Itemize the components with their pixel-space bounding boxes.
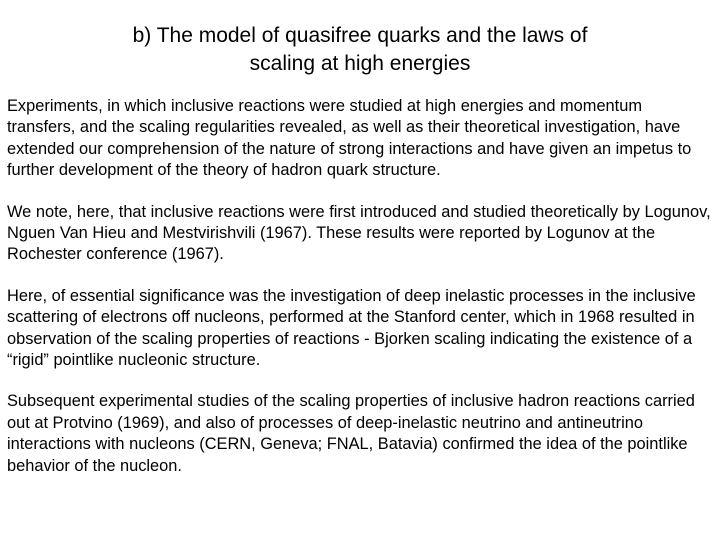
slide-title [40, 22, 680, 78]
slide-title-line-1: b) The model of quasifree quarks and the laws of [132, 24, 588, 47]
slide-body [7, 96, 713, 497]
paragraph-deep-inelastic: Here, of essential significance was the investigation of deep inelastic processes in the inclusive scattering of electrons off nucleons, performed at the Stanford center, which in 1968 resulted in observation of the scaling properties of reactions - Bjorken scaling indicating the existence of a “rigid” pointlike nucleonic structure. [7, 286, 696, 370]
paragraph-experiments: Experiments, in which inclusive reactions were studied at high energies and momentum transfers, and the scaling regularities revealed, as well as their theoretical investigation, have extended our comprehension of the nature of strong interactions and have given an impetus to further development of the theory of hadron quark structure. [7, 97, 692, 180]
paragraph-inclusive-reactions: We note, here, that inclusive reactions were first introduced and studied theoretically by Logunov, Nguen Van Hieu and Mestvirishvili (1967). These results were reported by Logunov at the Rochester conference (1967). [7, 202, 711, 264]
paragraph-subsequent-studies: Subsequent experimental studies of the scaling properties of inclusive hadron reactions carried out at Protvino (1969), and also of processes of deep-inelastic neutrino and antineutrino interactions with nucleons (CERN, Geneva; FNAL, Batavia) confirmed the idea of the pointlike behavior of the nucleon. [7, 392, 695, 475]
slide-title-line-2: scaling at high energies [249, 52, 471, 75]
